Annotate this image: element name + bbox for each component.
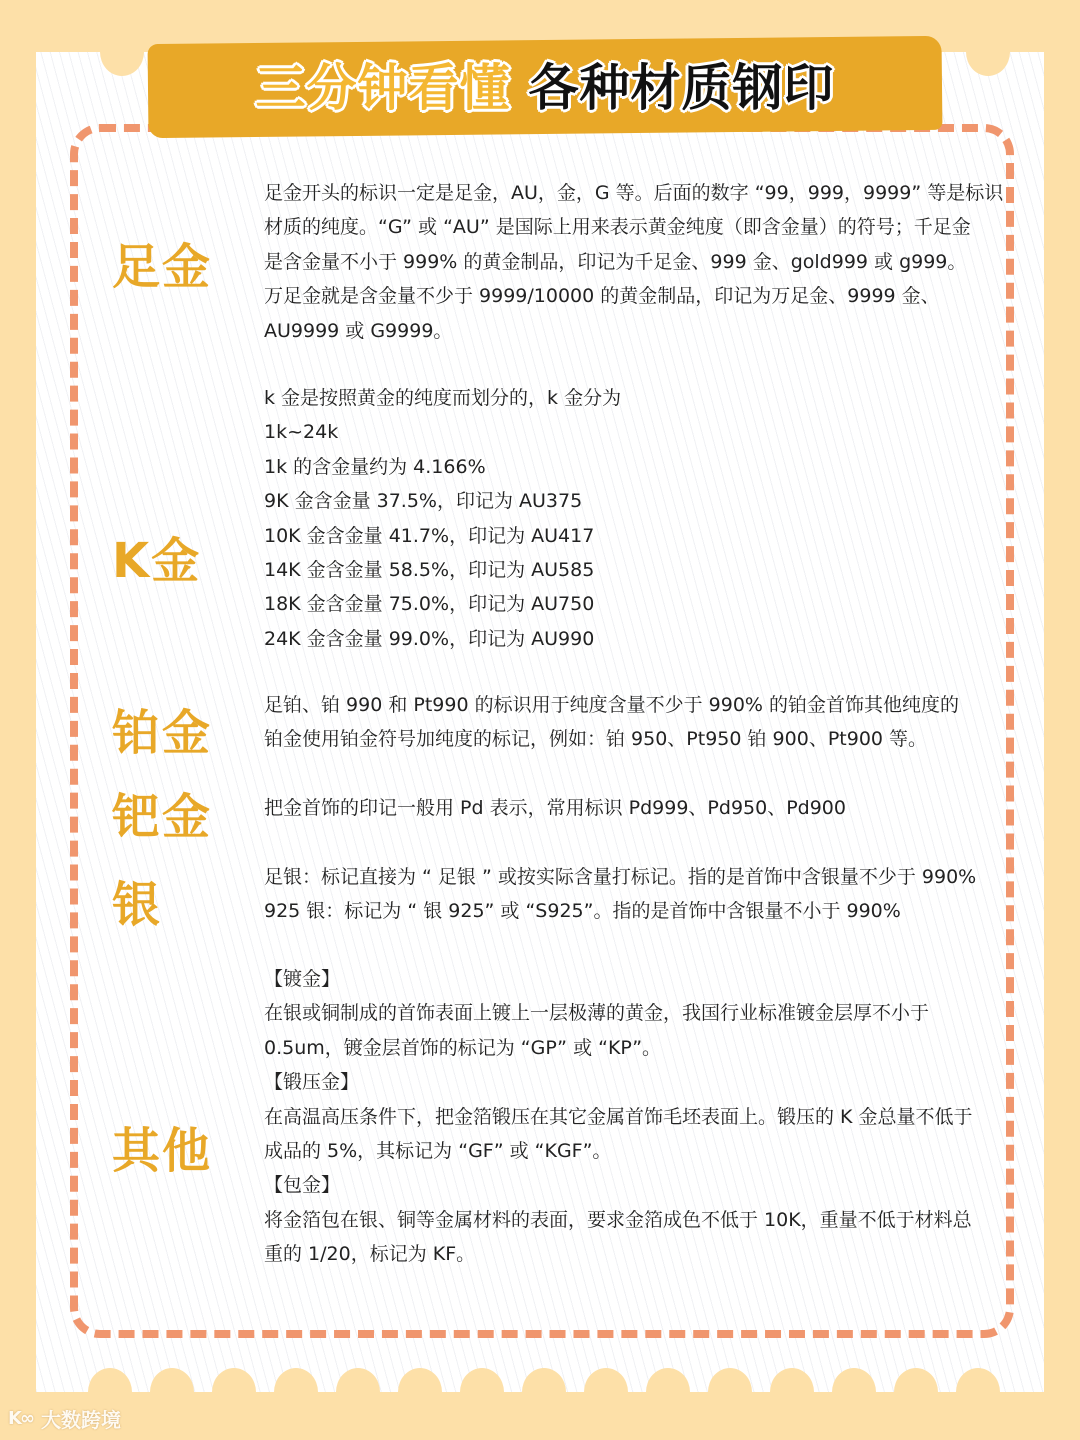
watermark — [8, 1404, 121, 1433]
text-line: k 金是按照黄金的纯度而划分的，k 金分为 — [264, 387, 622, 409]
text-line: 10K 金含金量 41.7%，印记为 AU417 — [264, 524, 595, 547]
text-line: 在银或铜制成的首饰表面上镀上一层极薄的黄金，我国行业标准镀金层厚不小于 — [264, 1002, 930, 1025]
scallop-notch — [832, 1368, 876, 1416]
scallop-notch — [460, 1368, 504, 1416]
section-text-platinum — [264, 688, 984, 757]
text-line: 925 银：标记为 “ 银 925” 或 “S925”。指的是首饰中含银量不小于 990% — [264, 900, 901, 923]
text-line: 在高温高压条件下，把金箔锻压在其它金属首饰毛坯表面上。锻压的 K 金总量不低于 — [264, 1105, 973, 1128]
text-line: 足金开头的标识一定是足金，AU，金，G 等。后面的数字 “99，999，9999” 等是标识 — [264, 182, 1004, 204]
text-line: 铂金使用铂金符号加纯度的标记，例如：铂 950、Pt950 铂 900、Pt900 等。 — [264, 728, 928, 751]
section-text-pure-gold — [264, 176, 1004, 348]
section-label-silver: 银 — [112, 877, 163, 933]
bottom-scallop-edge — [36, 1368, 1044, 1418]
subheading-plated-gold: 【镀金】 — [264, 968, 341, 990]
scallop-notch — [212, 1368, 256, 1416]
text-line: 1k~24k — [264, 421, 339, 444]
scallop-notch — [708, 1368, 752, 1416]
scallop-notch — [956, 1368, 1000, 1416]
section-text-silver — [264, 860, 984, 929]
scallop-notch — [274, 1368, 318, 1416]
scallop-notch — [584, 1368, 628, 1416]
scallop-notch — [522, 1368, 566, 1416]
section-label-palladium: 钯金 — [112, 789, 213, 845]
text-line: 万足金就是含金量不少于 9999/10000 的黄金制品，印记为万足金、9999 金、 — [264, 285, 940, 308]
section-label-other: 其他 — [112, 1123, 213, 1179]
scallop-notch — [100, 28, 144, 76]
text-line: 9K 金含金量 37.5%，印记为 AU375 — [264, 490, 583, 513]
scallop-notch — [966, 28, 1010, 76]
scallop-notch — [336, 1368, 380, 1416]
scallop-notch — [150, 1368, 194, 1416]
title-main: 各种材质钢印 — [528, 59, 835, 117]
text-line: 18K 金含金量 75.0%，印记为 AU750 — [264, 593, 595, 616]
subheading-wrapped-gold: 【包金】 — [264, 1174, 341, 1197]
section-label-k-gold: K金 — [112, 533, 202, 589]
scallop-notch — [770, 1368, 814, 1416]
text-line: 0.5um，镀金层首饰的标记为 “GP” 或 “KP”。 — [264, 1036, 662, 1059]
text-line: 成品的 5%，其标记为 “GF” 或 “KGF”。 — [264, 1139, 612, 1162]
text-line: 把金首饰的印记一般用 Pd 表示，常用标识 Pd999、Pd950、Pd900 — [264, 797, 846, 819]
text-line: 将金箔包在银、铜等金属材料的表面，要求金箔成色不低于 10K，重量不低于材料总 — [264, 1208, 972, 1231]
scallop-notch — [398, 1368, 442, 1416]
title-highlight: 三分钟看懂 — [255, 59, 511, 117]
section-label-pure-gold: 足金 — [112, 239, 213, 295]
scallop-notch — [646, 1368, 690, 1416]
watermark-text: 大数跨境 — [40, 1408, 121, 1432]
section-text-palladium — [264, 791, 984, 825]
text-line: 1k 的含金量约为 4.166% — [264, 455, 486, 478]
section-label-platinum: 铂金 — [112, 705, 213, 761]
scallop-notch — [894, 1368, 938, 1416]
text-line: 是含金量不小于 999% 的黄金制品，印记为千足金、999 金、gold999 或 g999。 — [264, 250, 967, 273]
text-line: 足铂、铂 990 和 Pt990 的标识用于纯度含量不少于 990% 的铂金首饰其他纯度的 — [264, 694, 959, 716]
text-line: 材质的纯度。“G” 或 “AU” 是国际上用来表示黄金纯度（即含金量）的符号；千足金 — [264, 216, 971, 239]
text-line: 14K 金含金量 58.5%，印记为 AU585 — [264, 558, 595, 581]
brand-logo-icon: K∞ — [8, 1408, 33, 1429]
page-title — [150, 44, 940, 124]
text-line: 足银：标记直接为 “ 足银 ” 或按实际含量打标记。指的是首饰中含银量不少于 990% — [264, 866, 977, 888]
section-text-other — [264, 962, 984, 1272]
text-line: AU9999 或 G9999。 — [264, 319, 453, 342]
text-line: 重的 1/20，标记为 KF。 — [264, 1243, 476, 1266]
subheading-forged-gold: 【锻压金】 — [264, 1071, 360, 1094]
section-text-k-gold — [264, 381, 984, 656]
text-line: 24K 金含金量 99.0%，印记为 AU990 — [264, 627, 595, 650]
